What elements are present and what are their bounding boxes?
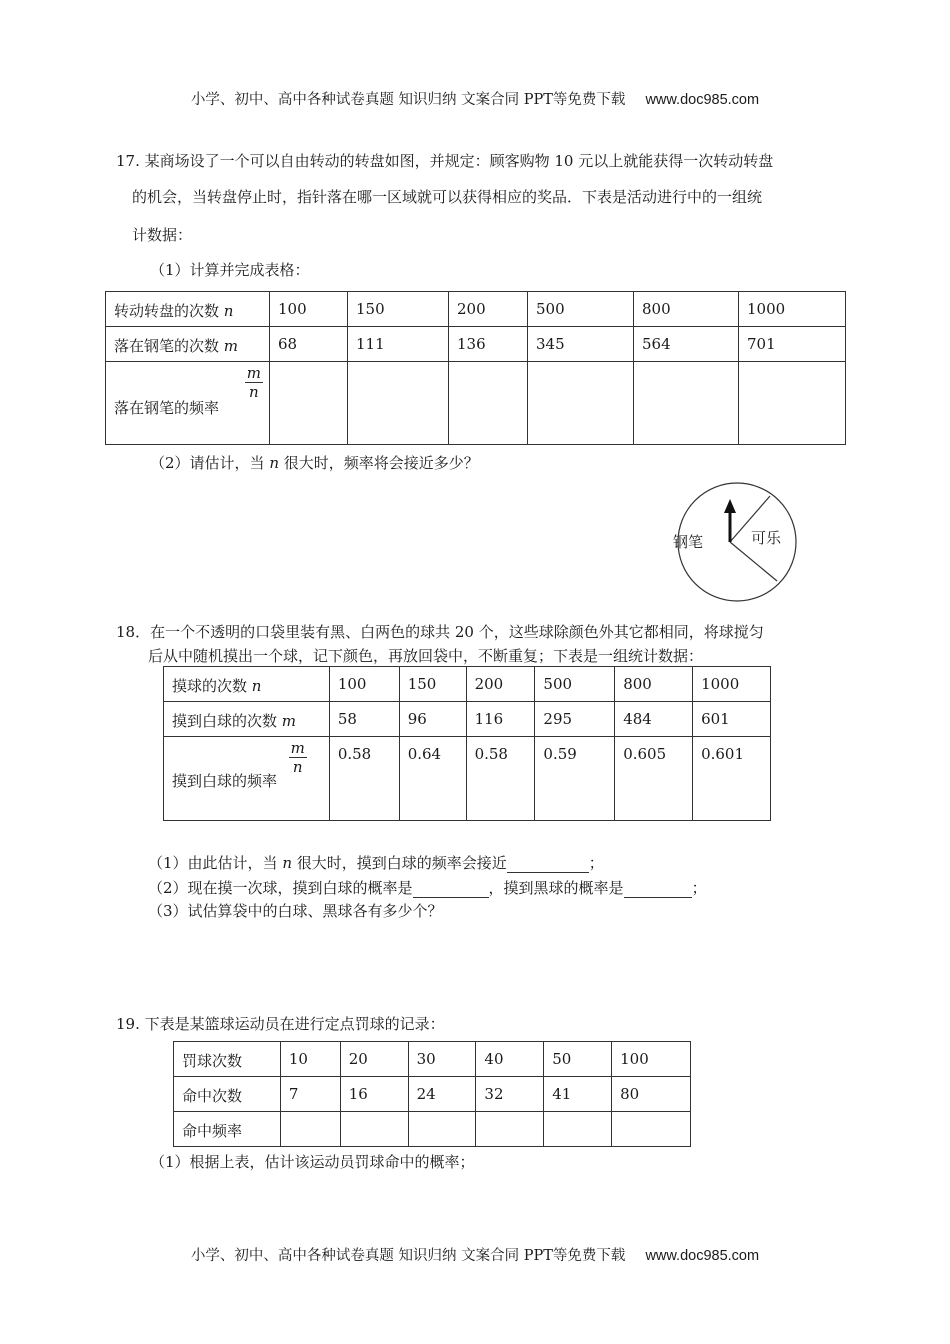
row-label: 摸球的次数 n <box>164 667 330 702</box>
table-row <box>174 1112 691 1147</box>
table-cell: 500 <box>528 292 634 327</box>
q17-line1: 17. 某商场设了一个可以自由转动的转盘如图，并规定：顾客购物 10 元以上就能获得一次转动转盘 <box>116 152 774 170</box>
q18-line1: 18．在一个不透明的口袋里装有黑、白两色的球共 20 个，这些球除颜色外其它都相同，将球搅匀 <box>116 623 764 641</box>
table-row <box>106 327 846 362</box>
q18-table <box>163 666 771 821</box>
table-cell: 1000 <box>739 292 846 327</box>
table-cell: 100 <box>612 1042 691 1077</box>
table-cell: 564 <box>634 327 739 362</box>
row-label: 落在钢笔的次数 m <box>106 327 270 362</box>
table-cell: 200 <box>449 292 528 327</box>
table-cell: 50 <box>544 1042 612 1077</box>
answer-cell[interactable] <box>612 1112 691 1147</box>
table-cell: 150 <box>348 292 449 327</box>
table-row <box>174 1042 691 1077</box>
table-cell: 345 <box>528 327 634 362</box>
table-cell: 16 <box>340 1077 408 1112</box>
table-cell: 7 <box>280 1077 340 1112</box>
q17-part2: （2）请估计，当 n 很大时，频率将会接近多少？ <box>150 454 479 472</box>
q17-part1: （1）计算并完成表格： <box>150 261 310 279</box>
q18-part3: （3）试估算袋中的白球、黑球各有多少个？ <box>148 902 443 920</box>
answer-cell[interactable] <box>449 362 528 445</box>
q19-part1: （1）根据上表，估计该运动员罚球命中的概率； <box>150 1153 475 1171</box>
table-cell: 295 <box>535 702 615 737</box>
q17-line2: 的机会，当转盘停止时，指针落在哪一区域就可以获得相应的奖品．下表是活动进行中的一组统 <box>132 188 763 206</box>
table-cell: 32 <box>476 1077 544 1112</box>
table-cell: 68 <box>270 327 348 362</box>
spinner-label-cola: 可乐 <box>751 530 782 547</box>
q17-table <box>105 291 846 445</box>
answer-cell[interactable] <box>348 362 449 445</box>
answer-cell[interactable] <box>476 1112 544 1147</box>
arrow-head-icon <box>724 499 736 513</box>
answer-blank[interactable] <box>413 879 489 898</box>
table-cell: 800 <box>615 667 693 702</box>
table-cell: 601 <box>693 702 771 737</box>
answer-cell[interactable] <box>270 362 348 445</box>
q17-line3: 计数据： <box>132 226 193 244</box>
row-label: 罚球次数 <box>174 1042 281 1077</box>
q18-part1: （1）由此估计，当 n 很大时，摸到白球的频率会接近 ； <box>148 854 604 872</box>
table-row <box>164 667 771 702</box>
table-cell: 0.59 <box>535 737 615 821</box>
answer-blank[interactable] <box>507 854 589 873</box>
table-row <box>106 292 846 327</box>
footer-text: 小学、初中、高中各种试卷真题 知识归纳 文案合同 PPT等免费下载 <box>190 1248 626 1264</box>
table-cell: 116 <box>466 702 535 737</box>
footer-site[interactable]: www.doc985.com <box>645 1248 760 1264</box>
header-site[interactable]: www.doc985.com <box>645 92 760 108</box>
answer-cell[interactable] <box>408 1112 476 1147</box>
table-cell: 40 <box>476 1042 544 1077</box>
answer-blank[interactable] <box>624 879 692 898</box>
table-cell: 701 <box>739 327 846 362</box>
q19-table <box>173 1041 691 1147</box>
answer-cell[interactable] <box>544 1112 612 1147</box>
answer-cell[interactable] <box>528 362 634 445</box>
fraction-m-over-n: $\frac{m}{n}$ <box>246 364 261 401</box>
table-cell: 150 <box>399 667 466 702</box>
q18-line2: 后从中随机摸出一个球，记下颜色，再放回袋中，不断重复；下表是一组统计数据： <box>148 647 704 665</box>
table-row <box>106 362 846 445</box>
table-row <box>164 737 771 821</box>
table-cell: 100 <box>270 292 348 327</box>
table-cell: 0.58 <box>466 737 535 821</box>
table-cell: 41 <box>544 1077 612 1112</box>
table-cell: 96 <box>399 702 466 737</box>
table-row <box>174 1077 691 1112</box>
answer-cell[interactable] <box>280 1112 340 1147</box>
spinner-label-pen: 钢笔 <box>673 534 704 551</box>
page-footer <box>0 1244 950 1265</box>
row-label: 摸到白球的次数 m <box>164 702 330 737</box>
table-cell: 24 <box>408 1077 476 1112</box>
table-cell: 136 <box>449 327 528 362</box>
spinner-figure <box>669 481 805 603</box>
page-header <box>0 88 950 109</box>
divider-line <box>730 542 777 581</box>
row-label: 转动转盘的次数 n <box>106 292 270 327</box>
table-cell: 800 <box>634 292 739 327</box>
answer-cell[interactable] <box>340 1112 408 1147</box>
table-cell: 200 <box>466 667 535 702</box>
row-label: 命中频率 <box>174 1112 281 1147</box>
fraction-m-over-n: $\frac{m}{n}$ <box>290 739 305 776</box>
q18-part2: （2）现在摸一次球，摸到白球的概率是 ，摸到黑球的概率是 ； <box>148 879 707 897</box>
answer-cell[interactable] <box>739 362 846 445</box>
answer-cell[interactable] <box>634 362 739 445</box>
header-text: 小学、初中、高中各种试卷真题 知识归纳 文案合同 PPT等免费下载 <box>190 92 626 108</box>
table-cell: 500 <box>535 667 615 702</box>
table-cell: 0.601 <box>693 737 771 821</box>
table-cell: 0.605 <box>615 737 693 821</box>
table-cell: 20 <box>340 1042 408 1077</box>
table-cell: 30 <box>408 1042 476 1077</box>
row-label: $\frac{m}{n}$ 摸到白球的频率 <box>164 737 330 821</box>
table-row <box>164 702 771 737</box>
table-cell: 1000 <box>693 667 771 702</box>
table-cell: 80 <box>612 1077 691 1112</box>
table-cell: 0.64 <box>399 737 466 821</box>
table-cell: 0.58 <box>329 737 399 821</box>
table-cell: 58 <box>329 702 399 737</box>
table-cell: 111 <box>348 327 449 362</box>
table-cell: 484 <box>615 702 693 737</box>
row-label: $\frac{m}{n}$ 落在钢笔的频率 <box>106 362 270 445</box>
row-label: 命中次数 <box>174 1077 281 1112</box>
table-cell: 100 <box>329 667 399 702</box>
q19-line1: 19. 下表是某篮球运动员在进行定点罚球的记录： <box>116 1015 445 1033</box>
table-cell: 10 <box>280 1042 340 1077</box>
